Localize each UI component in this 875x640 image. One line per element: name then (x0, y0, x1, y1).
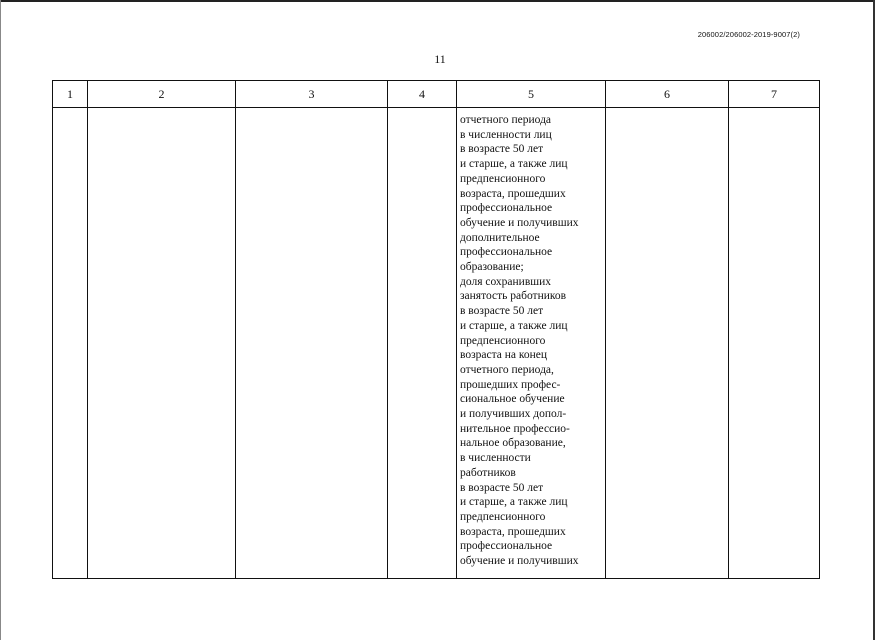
text-line: работников (460, 466, 516, 479)
column-header: 4 (388, 81, 457, 108)
table-cell-col2 (88, 108, 236, 579)
text-line: нительное профессио- (460, 422, 570, 435)
column-header: 1 (53, 81, 88, 108)
page-number: 11 (434, 52, 446, 66)
text-line: предпенсионного (460, 510, 546, 523)
text-line: в численности лиц (460, 128, 552, 141)
text-line: и старше, а также лиц (460, 319, 568, 332)
text-line: в возрасте 50 лет (460, 143, 544, 156)
data-table (52, 80, 820, 579)
table-header-row (53, 81, 820, 108)
text-line: в возрасте 50 лет (460, 305, 544, 318)
text-line: обучение и получивших (460, 216, 579, 229)
text-line: отчетного периода (460, 114, 552, 126)
scan-edge-top (0, 0, 875, 2)
table-cell-col3 (236, 108, 388, 579)
text-line: профессиональное (460, 202, 553, 215)
text-line: нальное образование, (460, 437, 566, 450)
text-line: возраста, прошедших (460, 525, 566, 538)
text-line: предпенсионного (460, 172, 546, 185)
text-line: доля сохранивших (460, 275, 552, 288)
text-line: в численности (460, 452, 531, 465)
table-cell-col5 (457, 108, 606, 579)
text-line: профессиональное (460, 246, 553, 259)
column-header: 2 (88, 81, 236, 108)
text-line: и старше, а также лиц (460, 496, 568, 509)
indicator-text (457, 108, 605, 569)
text-line: и получивших допол- (460, 408, 567, 421)
text-line: дополнительное (460, 231, 540, 244)
column-header: 5 (457, 81, 606, 108)
table-cell-col7 (729, 108, 820, 579)
column-header: 6 (606, 81, 729, 108)
text-line: предпенсионного (460, 334, 546, 347)
table-cell-col1 (53, 108, 88, 579)
scan-edge-left (0, 0, 1, 640)
text-line: возраста на конец (460, 349, 548, 362)
text-line: возраста, прошедших (460, 187, 566, 200)
table-row (53, 108, 820, 579)
table-cell-col4 (388, 108, 457, 579)
text-line: сиональное обучение (460, 393, 565, 406)
text-line: и старше, а также лиц (460, 158, 568, 171)
table-cell-col6 (606, 108, 729, 579)
text-line: профессиональное (460, 540, 553, 553)
text-line: в возрасте 50 лет (460, 481, 544, 494)
text-line: обучение и получивших (460, 555, 579, 568)
text-line: отчетного периода, (460, 363, 554, 376)
text-line: занятость работников (460, 290, 567, 303)
document-id: 206002/206002-2019-9007(2) (697, 30, 800, 39)
column-header: 7 (729, 81, 820, 108)
column-header: 3 (236, 81, 388, 108)
text-line: образование; (460, 261, 524, 274)
text-line: прошедших профес- (460, 378, 561, 391)
